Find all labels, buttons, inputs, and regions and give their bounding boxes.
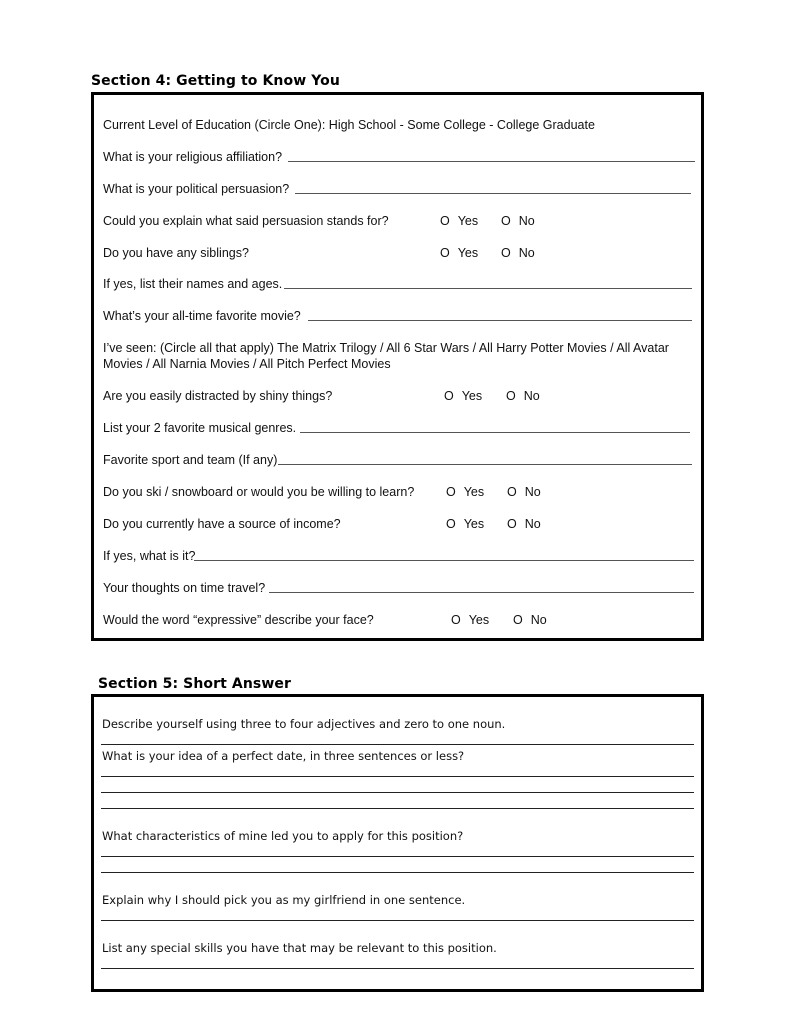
income-no-option[interactable]: O No: [507, 517, 541, 531]
siblings-no-option[interactable]: O No: [501, 246, 535, 260]
musical-genres-question: List your 2 favorite musical genres.: [103, 421, 297, 435]
ski-no-option[interactable]: O No: [507, 485, 541, 499]
radio-circle-icon: O: [446, 517, 456, 531]
income-yes-option[interactable]: O Yes: [446, 517, 485, 531]
radio-circle-icon: O: [513, 613, 523, 627]
favorite-movie-answer-line[interactable]: [308, 320, 692, 321]
radio-circle-icon: O: [440, 214, 450, 228]
special-skills-question: List any special skills you have that may be relevant to this position.: [102, 941, 497, 955]
income-source-question: If yes, what is it?: [103, 549, 196, 563]
ski-yes-option[interactable]: O Yes: [446, 485, 485, 499]
characteristics-answer-line-2[interactable]: [101, 872, 694, 873]
income-question: Do you currently have a source of income?: [103, 517, 341, 531]
perfect-date-question: What is your idea of a perfect date, in three sentences or less?: [102, 749, 465, 763]
siblings-question: Do you have any siblings?: [103, 246, 249, 260]
adjectives-question: Describe yourself using three to four adjectives and zero to one noun.: [102, 717, 506, 731]
shiny-things-yes-option[interactable]: O Yes: [444, 389, 483, 403]
radio-circle-icon: O: [444, 389, 454, 403]
time-travel-answer-line[interactable]: [269, 592, 694, 593]
radio-circle-icon: O: [501, 246, 511, 260]
special-skills-answer-line[interactable]: [101, 968, 694, 969]
shiny-things-question: Are you easily distracted by shiny things?: [103, 389, 333, 403]
radio-circle-icon: O: [501, 214, 511, 228]
religious-question: What is your religious affiliation?: [103, 150, 283, 164]
income-source-answer-line[interactable]: [194, 560, 694, 561]
time-travel-question: Your thoughts on time travel?: [103, 581, 266, 595]
political-answer-line[interactable]: [295, 193, 691, 194]
perfect-date-answer-line-1[interactable]: [101, 776, 694, 777]
radio-circle-icon: O: [507, 517, 517, 531]
favorite-sport-answer-line[interactable]: [278, 464, 692, 465]
education-question[interactable]: Current Level of Education (Circle One): High School - Some College - College Graduate: [103, 118, 595, 132]
sibling-names-question: If yes, list their names and ages.: [103, 277, 283, 291]
favorite-movie-question: What’s your all-time favorite movie?: [103, 309, 301, 323]
expressive-face-yes-option[interactable]: O Yes: [451, 613, 490, 627]
expressive-face-question: Would the word “expressive” describe your face?: [103, 613, 374, 627]
section4-box: [91, 92, 704, 641]
explain-persuasion-question: Could you explain what said persuasion stands for?: [103, 214, 389, 228]
perfect-date-answer-line-2[interactable]: [101, 792, 694, 793]
radio-circle-icon: O: [506, 389, 516, 403]
section5-box: [91, 694, 704, 992]
characteristics-question: What characteristics of mine led you to apply for this position?: [102, 829, 464, 843]
sibling-names-answer-line[interactable]: [284, 288, 692, 289]
radio-circle-icon: O: [451, 613, 461, 627]
movies-seen-question[interactable]: I’ve seen: (Circle all that apply) The Matrix Trilogy / All 6 Star Wars / All Harry Potter Movies / All Avatar Movies / All Narnia Movies / All Pitch Perfect Movies: [103, 341, 669, 371]
pick-me-question: Explain why I should pick you as my girlfriend in one sentence.: [102, 893, 466, 907]
section5-title: Section 5: Short Answer: [98, 676, 291, 692]
pick-me-answer-line[interactable]: [101, 920, 694, 921]
expressive-face-no-option[interactable]: O No: [513, 613, 547, 627]
ski-question: Do you ski / snowboard or would you be willing to learn?: [103, 485, 415, 499]
explain-persuasion-no-option[interactable]: O No: [501, 214, 535, 228]
favorite-sport-question: Favorite sport and team (If any): [103, 453, 278, 467]
political-question: What is your political persuasion?: [103, 182, 290, 196]
section4-title: Section 4: Getting to Know You: [91, 73, 340, 89]
radio-circle-icon: O: [446, 485, 456, 499]
perfect-date-answer-line-3[interactable]: [101, 808, 694, 809]
musical-genres-answer-line[interactable]: [300, 432, 690, 433]
radio-circle-icon: O: [507, 485, 517, 499]
radio-circle-icon: O: [440, 246, 450, 260]
shiny-things-no-option[interactable]: O No: [506, 389, 540, 403]
characteristics-answer-line-1[interactable]: [101, 856, 694, 857]
siblings-yes-option[interactable]: O Yes: [440, 246, 479, 260]
religious-answer-line[interactable]: [288, 161, 695, 162]
adjectives-answer-line[interactable]: [101, 744, 694, 745]
explain-persuasion-yes-option[interactable]: O Yes: [440, 214, 479, 228]
